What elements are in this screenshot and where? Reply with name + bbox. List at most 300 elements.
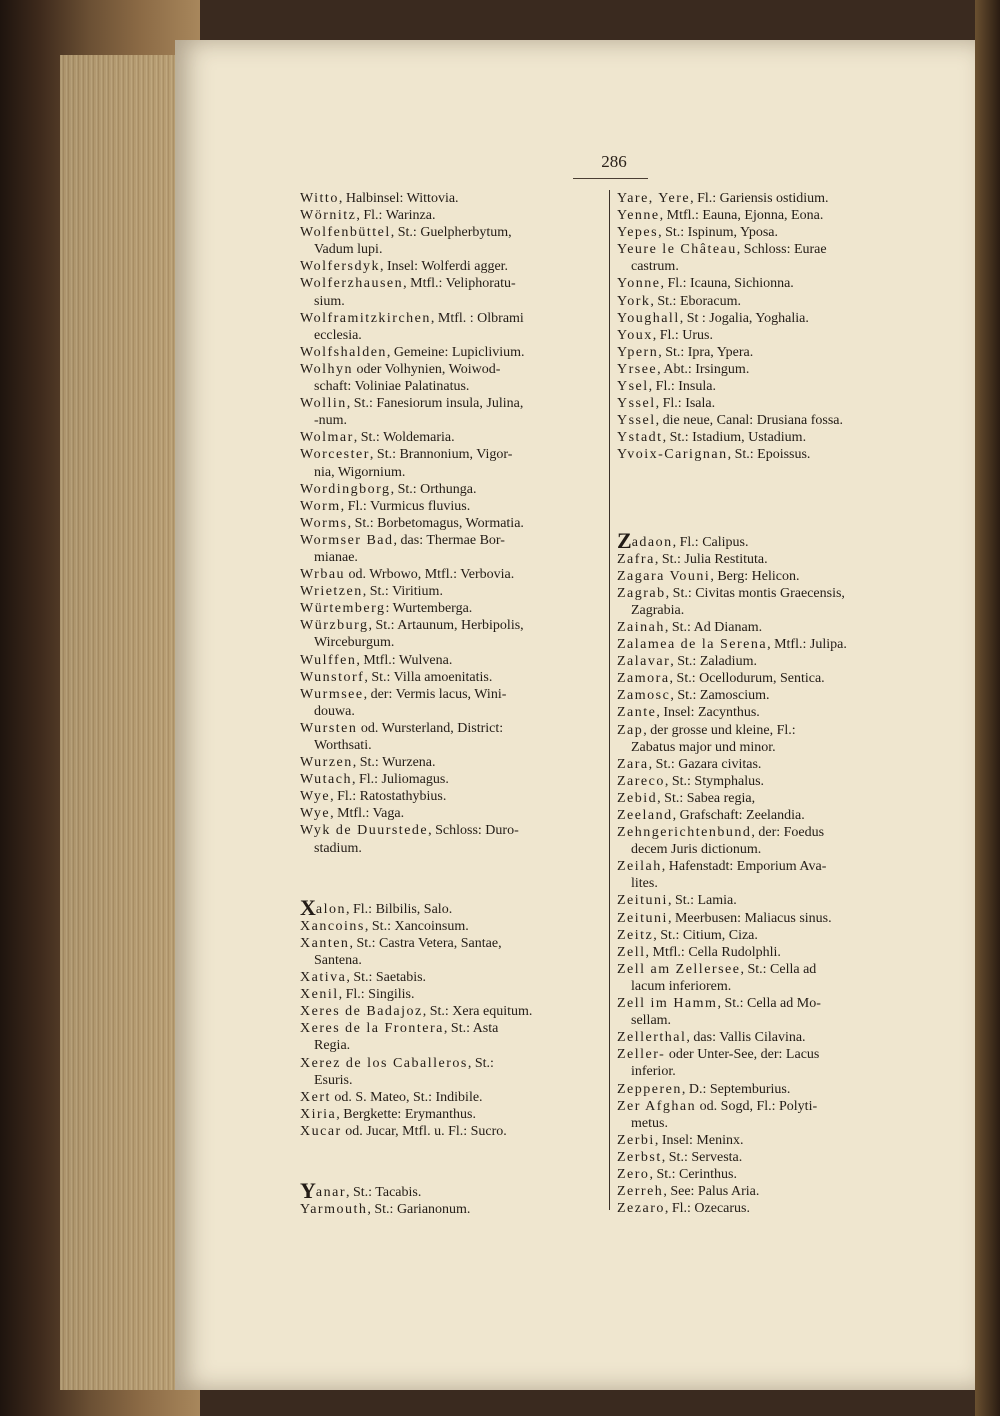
dictionary-entry: [617, 619, 921, 636]
entry-definition: , Insel: Meninx.: [654, 1132, 744, 1148]
entry-definition: , Fl.: Bilbilis, Salo.: [346, 901, 453, 917]
entry-headword: Xancoins: [300, 918, 365, 934]
dictionary-entry: [300, 275, 602, 309]
entry-continuation: lacum inferiorem.: [631, 978, 732, 994]
dictionary-entry: [300, 1055, 602, 1089]
dictionary-entry: [617, 858, 921, 892]
entry-headword: Wrietzen: [300, 584, 363, 600]
entry-definition: , das: Thermae Bor-: [393, 532, 505, 548]
entry-headword: Xiria: [300, 1106, 337, 1122]
entry-definition: , Hafenstadt: Emporium Ava-: [661, 859, 827, 875]
entry-headword: Zeitz: [617, 927, 654, 943]
entry-headword: Zeller-: [617, 1047, 666, 1063]
dictionary-entry: [300, 481, 602, 498]
dictionary-entry: [300, 207, 602, 224]
entry-headword: Wurzen: [300, 755, 353, 771]
entry-definition: , Schloss: Eurae: [736, 242, 827, 258]
entry-headword: Wyk de Duurstede: [300, 823, 429, 839]
entry-continuation: nia, Wigornium.: [314, 464, 406, 480]
entry-headword: Yarmouth: [300, 1202, 368, 1218]
entry-headword: Zafra: [617, 551, 655, 567]
entry-definition: , St.: Viritium.: [362, 584, 443, 600]
dictionary-entry: [300, 429, 602, 446]
entry-continuation: castrum.: [631, 259, 679, 275]
entry-headword: anar: [315, 1184, 346, 1200]
entry-headword: Ystadt: [617, 430, 663, 446]
entry-headword: Worms: [300, 515, 348, 531]
dictionary-entry: [300, 1089, 602, 1106]
entry-definition: , St.: Brannonium, Vigor-: [369, 447, 513, 463]
dictionary-entry: [617, 1029, 921, 1046]
dictionary-entry: [300, 310, 602, 344]
entry-continuation: sellam.: [631, 1013, 672, 1029]
entry-definition: , Mtfl.: Cella Rudolphli.: [645, 944, 781, 960]
right-column: [617, 190, 921, 1217]
entry-definition: , Mtfl. : Olbrami: [430, 310, 524, 326]
entry-definition: , St.: Cella ad: [740, 961, 817, 977]
entry-headword: Zerbi: [617, 1132, 655, 1148]
dictionary-entry: [617, 446, 921, 463]
entry-definition: , Fl.: Vurmicus fluvius.: [340, 498, 471, 514]
entry-continuation: decem Juris dictionum.: [631, 842, 762, 858]
entry-continuation: Esuris.: [314, 1072, 353, 1088]
dictionary-entry: [617, 824, 921, 858]
dictionary-entry: [300, 686, 602, 720]
entry-definition: , St.: Ispinum, Yposa.: [658, 225, 779, 241]
entry-definition: od. S. Mateo, St.: Indibile.: [330, 1089, 483, 1105]
entry-headword: Zell im Hamm: [617, 996, 718, 1012]
dictionary-entry: [300, 583, 602, 600]
entry-continuation: Worthsati.: [314, 738, 372, 753]
entry-headword: Xert: [300, 1089, 331, 1105]
entry-headword: Xenil: [300, 987, 339, 1003]
dictionary-entry: [617, 1132, 921, 1149]
entry-headword: Yrsee: [617, 361, 658, 377]
dictionary-entry: [300, 190, 602, 207]
dictionary-entry: [617, 1081, 921, 1098]
dictionary-entry: [300, 361, 602, 395]
dictionary-entry: [617, 910, 921, 927]
entry-definition: , St.: Guelpherbytum,: [390, 225, 512, 241]
entry-definition: , der grosse und kleine, Fl.:: [643, 722, 796, 738]
entry-definition: , St.: Woldemaria.: [353, 430, 455, 446]
entry-definition: oder Volhynien, Woiwod-: [352, 361, 501, 377]
entry-definition: , St.: Xancoinsum.: [364, 918, 469, 934]
entry-definition: , St.: Eboracum.: [650, 293, 741, 309]
dictionary-entry: [617, 585, 921, 619]
dictionary-entry: [617, 773, 921, 790]
entry-definition: , St.: Wurzena.: [352, 755, 436, 771]
dictionary-entry: [617, 653, 921, 670]
dictionary-entry: [300, 918, 602, 935]
entry-continuation: stadium.: [314, 840, 362, 856]
entry-headword: Zezaro: [617, 1201, 665, 1217]
dictionary-entry: [617, 275, 921, 292]
entry-headword: Zepperen: [617, 1081, 682, 1097]
entry-headword: Xanten: [300, 935, 350, 951]
entry-headword: Zante: [617, 705, 657, 721]
entry-headword: Wormser Bad: [300, 532, 394, 548]
entry-continuation: Santena.: [314, 952, 362, 968]
dictionary-entry: [617, 190, 921, 207]
entry-definition: , Insel: Zacynthus.: [656, 705, 760, 721]
entry-continuation: lites.: [631, 876, 658, 892]
entry-definition: , Berg: Helicon.: [710, 568, 800, 584]
entry-headword: Zagara Vouni: [617, 568, 711, 584]
entry-definition: , St.: Ocellodurum, Sentica.: [669, 671, 825, 687]
entry-definition: , St.: Tacabis.: [345, 1184, 422, 1200]
entry-headword: Zeilah: [617, 859, 662, 875]
entry-continuation: douwa.: [314, 703, 355, 719]
dictionary-entry: [617, 1200, 921, 1217]
entry-definition: , See: Palus Aria.: [663, 1184, 760, 1200]
entry-headword: Youghall: [617, 310, 680, 326]
entry-definition: , St.: Stymphalus.: [664, 773, 765, 789]
entry-definition: , St.: Servesta.: [661, 1149, 743, 1165]
page-number-rule: [573, 178, 648, 179]
entry-headword: Zainah: [617, 619, 665, 635]
entry-headword: Xerez de los Caballeros: [300, 1055, 468, 1071]
dictionary-entry: [617, 1098, 921, 1132]
entry-definition: od. Sogd, Fl.: Polyti-: [696, 1098, 818, 1114]
entry-continuation: metus.: [631, 1115, 668, 1131]
entry-definition: , Schloss: Duro-: [428, 823, 519, 839]
entry-definition: , St.: Julia Restituta.: [654, 551, 768, 567]
entry-headword: Yssel: [617, 413, 656, 429]
entry-headword: Xeres de la Frontera: [300, 1021, 444, 1037]
entry-definition: , Fl.: Urus.: [652, 327, 714, 343]
entry-definition: , St.: Ad Dianam.: [664, 619, 763, 635]
entry-headword: adaon: [631, 534, 673, 550]
entry-headword: Wolhyn: [300, 361, 353, 377]
entry-headword: Xativa: [300, 970, 347, 986]
entry-headword: Zeituni: [617, 893, 668, 909]
section-initial: Z: [617, 527, 632, 553]
entry-definition: , Fl.: Juliomagus.: [351, 772, 449, 788]
dictionary-entry: [617, 527, 921, 553]
entry-definition: , Mtfl.: Veliphoratu-: [403, 276, 516, 292]
dictionary-entry: [300, 498, 602, 515]
dictionary-entry: [617, 224, 921, 241]
entry-definition: , Fl.: Isala.: [655, 396, 716, 412]
dictionary-entry: [617, 636, 921, 653]
entry-definition: : Wurtemberga.: [385, 601, 473, 617]
entry-definition: , St : Jogalia, Yoghalia.: [679, 310, 809, 326]
entry-definition: , Fl.: Gariensis ostidium.: [690, 191, 829, 206]
dictionary-entry: [300, 258, 602, 275]
dictionary-entry: [300, 1177, 602, 1203]
entry-headword: Worm: [300, 498, 341, 514]
entry-headword: Wollin: [300, 396, 347, 412]
entry-definition: , das: Vallis Cilavina.: [686, 1030, 806, 1046]
entry-headword: Wutach: [300, 772, 352, 788]
dictionary-entry: [617, 892, 921, 909]
entry-headword: Zell: [617, 944, 646, 960]
entry-headword: Wolmar: [300, 430, 354, 446]
entry-definition: , St.: Cerinthus.: [649, 1166, 737, 1182]
entry-headword: Zer Afghan: [617, 1098, 697, 1114]
entry-definition: , Mtfl.: Julipa.: [767, 637, 847, 653]
dictionary-entry: [300, 788, 602, 805]
entry-headword: Wulffen: [300, 652, 357, 668]
entry-definition: , St.: Artaunum, Herbipolis,: [368, 618, 524, 634]
entry-headword: Xucar: [300, 1123, 342, 1139]
z-entries: [617, 527, 921, 1218]
entry-definition: , Abt.: Irsingum.: [657, 361, 750, 377]
dictionary-entry: [617, 807, 921, 824]
entry-headword: Witto: [300, 191, 339, 206]
entry-headword: Wurmsee: [300, 686, 364, 702]
dictionary-entry: [300, 446, 602, 480]
dictionary-entry: [300, 344, 602, 361]
facing-page-edge: [975, 0, 1000, 1416]
dictionary-entry: [300, 617, 602, 651]
entry-continuation: Regia.: [314, 1038, 351, 1054]
entry-headword: Zareco: [617, 773, 665, 789]
dictionary-entry: [300, 935, 602, 969]
entry-headword: Zalamea de la Serena: [617, 637, 768, 653]
entry-headword: Zara: [617, 756, 649, 772]
entry-headword: Zerbst: [617, 1149, 662, 1165]
dictionary-entry: [617, 207, 921, 224]
entry-definition: od. Jucar, Mtfl. u. Fl.: Sucro.: [341, 1123, 507, 1139]
entry-continuation: Vadum lupi.: [314, 242, 383, 258]
entry-definition: , St.: Zaladium.: [670, 654, 757, 670]
section-initial: X: [300, 894, 316, 920]
entry-continuation: mianae.: [314, 549, 358, 565]
entry-headword: Yssel: [617, 396, 656, 412]
entry-definition: , Mtfl.: Vaga.: [330, 806, 405, 822]
y-entries-left: [300, 1177, 602, 1218]
dictionary-entry: [617, 551, 921, 568]
entry-headword: Zagrab: [617, 585, 666, 601]
entry-definition: , Fl.: Singilis.: [338, 987, 415, 1003]
entry-headword: Zeituni: [617, 910, 668, 926]
entry-definition: , St.: Sabea regia,: [657, 790, 756, 806]
entry-definition: , Fl.: Insula.: [648, 379, 716, 395]
entry-definition: , Meerbusen: Maliacus sinus.: [667, 910, 832, 926]
entry-headword: Yvoix-Carignan: [617, 447, 728, 463]
dictionary-entry: [617, 293, 921, 310]
entry-headword: Youx: [617, 327, 653, 343]
entry-headword: Yare, Yere: [617, 191, 691, 206]
left-column: [300, 190, 602, 1218]
dictionary-entry: [300, 515, 602, 532]
dictionary-entry: [617, 722, 921, 756]
entry-headword: York: [617, 293, 651, 309]
entry-headword: Ypern: [617, 344, 659, 360]
dictionary-entry: [300, 395, 602, 429]
entry-headword: Zeeland: [617, 808, 673, 823]
page-number: 286: [601, 152, 627, 171]
dictionary-entry: [300, 805, 602, 822]
dictionary-entry: [617, 927, 921, 944]
entry-continuation: schaft: Voliniae Palatinatus.: [314, 379, 470, 395]
dictionary-entry: [617, 961, 921, 995]
entry-definition: , St.: Asta: [443, 1021, 499, 1037]
entry-headword: Yonne: [617, 276, 661, 292]
entry-headword: Zalavar: [617, 654, 671, 670]
entry-definition: , St.: Xera equitum.: [422, 1004, 533, 1020]
entry-headword: Zell am Zellersee: [617, 961, 741, 977]
entry-headword: Wolfersdyk: [300, 259, 380, 275]
entry-definition: , Gemeine: Lupiclivium.: [386, 344, 525, 360]
entry-definition: , St.: Borbetomagus, Wormatia.: [347, 515, 524, 531]
entry-definition: , St.: Lamia.: [667, 893, 737, 909]
entry-headword: Zap: [617, 722, 644, 738]
dictionary-entry: [617, 241, 921, 275]
dictionary-entry: [617, 944, 921, 961]
entry-definition: , St.: Gazara civitas.: [648, 756, 762, 772]
entry-headword: Zero: [617, 1166, 650, 1182]
entry-definition: , Halbinsel: Wittovia.: [338, 191, 459, 206]
entry-headword: Wolferzhausen: [300, 276, 404, 292]
entry-definition: , St.:: [467, 1055, 494, 1071]
section-gap: [617, 498, 921, 532]
entry-definition: , St.: Citium, Ciza.: [653, 927, 758, 943]
dictionary-entry: [617, 1046, 921, 1080]
dictionary-entry: [300, 969, 602, 986]
entry-continuation: Zagrabia.: [631, 602, 685, 618]
dictionary-entry: [617, 412, 921, 429]
dictionary-entry: [617, 995, 921, 1029]
dictionary-entry: [617, 568, 921, 585]
entry-headword: Wolfshalden: [300, 344, 387, 360]
entry-definition: , St.: Villa amoenitatis.: [364, 669, 493, 685]
entry-definition: , St.: Orthunga.: [390, 481, 477, 497]
entry-headword: Zellerthal: [617, 1030, 687, 1046]
entry-definition: , Bergkette: Erymanthus.: [336, 1106, 476, 1122]
entry-headword: Würtemberg: [300, 601, 386, 617]
dictionary-entry: [300, 771, 602, 788]
entry-headword: Wörnitz: [300, 208, 357, 224]
dictionary-entry: [617, 1166, 921, 1183]
dictionary-entry: [300, 669, 602, 686]
section-initial: Y: [300, 1177, 316, 1203]
y-entries-right: [617, 190, 921, 464]
entry-definition: , der: Vermis lacus, Wini-: [363, 686, 507, 702]
x-entries: [300, 894, 602, 1140]
entry-continuation: Zabatus major und minor.: [631, 739, 776, 755]
entry-definition: , St.: Civitas montis Graecensis,: [665, 585, 845, 601]
entry-definition: , St.: Cella ad Mo-: [717, 996, 821, 1012]
dictionary-entry: [617, 670, 921, 687]
section-gap: [617, 464, 921, 498]
dictionary-entry: [300, 1003, 602, 1020]
dictionary-entry: [300, 532, 602, 566]
entry-definition: , Fl.: Calipus.: [672, 534, 749, 550]
entry-definition: , die neue, Canal: Drusiana fossa.: [655, 413, 844, 429]
dictionary-entry: [300, 1020, 602, 1054]
entry-definition: , St.: Ipra, Ypera.: [658, 344, 754, 360]
dictionary-entry: [300, 652, 602, 669]
section-gap: [300, 857, 602, 899]
entry-headword: Yeure le Château: [617, 242, 737, 258]
entry-headword: Wordingborg: [300, 481, 391, 497]
dictionary-entry: [300, 566, 602, 583]
entry-continuation: -num.: [314, 413, 348, 429]
entry-headword: Yenne: [617, 208, 660, 224]
entry-headword: Wolframitzkirchen: [300, 310, 431, 326]
entry-continuation: sium.: [314, 293, 345, 309]
entry-headword: Ysel: [617, 379, 649, 395]
entry-definition: , Fl.: Warinza.: [356, 208, 436, 224]
entry-headword: Zebid: [617, 790, 658, 806]
dictionary-entry: [300, 1106, 602, 1123]
entry-definition: , St.: Epoissus.: [727, 447, 811, 463]
entry-definition: , St.: Fanesiorum insula, Julina,: [346, 396, 524, 412]
dictionary-entry: [300, 600, 602, 617]
entry-definition: , St.: Saetabis.: [346, 970, 427, 986]
dictionary-entry: [300, 754, 602, 771]
dictionary-entry: [617, 790, 921, 807]
dictionary-entry: [617, 687, 921, 704]
entry-headword: Yepes: [617, 225, 659, 241]
entry-definition: od. Wursterland, District:: [357, 720, 504, 736]
dictionary-entry: [300, 822, 602, 856]
entry-headword: Wursten: [300, 720, 358, 736]
dictionary-entry: [617, 361, 921, 378]
entry-continuation: inferior.: [631, 1064, 676, 1080]
entry-definition: , Mtfl.: Eauna, Ejonna, Eona.: [659, 208, 824, 224]
entry-headword: Zamora: [617, 671, 670, 687]
entry-definition: , Grafschaft: Zeelandia.: [672, 808, 805, 823]
entry-definition: , Mtfl.: Wulvena.: [356, 652, 453, 668]
entry-definition: , der: Foedus: [751, 825, 825, 841]
section-gap: [300, 1140, 602, 1182]
dictionary-entry: [617, 429, 921, 446]
entry-continuation: ecclesia.: [314, 327, 362, 343]
entry-headword: Wrbau: [300, 567, 346, 583]
entry-headword: Würzburg: [300, 618, 369, 634]
entry-headword: alon: [315, 901, 346, 917]
entry-definition: , St.: Castra Vetera, Santae,: [349, 935, 502, 951]
entry-headword: Worcester: [300, 447, 370, 463]
entry-definition: , St.: Istadium, Ustadium.: [662, 430, 807, 446]
dictionary-entry: [300, 894, 602, 920]
entry-headword: Zerreh: [617, 1184, 664, 1200]
column-divider: [609, 190, 610, 1210]
w-entries: [300, 190, 602, 857]
entry-definition: , Insel: Wolferdi agger.: [379, 259, 509, 275]
entry-definition: , St.: Garianonum.: [367, 1202, 471, 1218]
entry-definition: , Fl.: Ozecarus.: [664, 1201, 751, 1217]
entry-headword: Xeres de Badajoz: [300, 1004, 423, 1020]
dictionary-entry: [300, 1123, 602, 1140]
dictionary-entry: [617, 327, 921, 344]
dictionary-entry: [617, 378, 921, 395]
dictionary-entry: [617, 310, 921, 327]
dictionary-entry: [617, 756, 921, 773]
entry-definition: , D.: Septemburius.: [681, 1081, 791, 1097]
dictionary-entry: [617, 1149, 921, 1166]
entry-headword: Wunstorf: [300, 669, 365, 685]
dictionary-entry: [300, 1201, 602, 1218]
entry-definition: od. Wrbowo, Mtfl.: Verbovia.: [345, 567, 515, 583]
entry-definition: oder Unter-See, der: Lacus: [665, 1047, 820, 1063]
entry-headword: Wye: [300, 789, 331, 805]
entry-definition: , St.: Zamoscium.: [670, 688, 770, 704]
dictionary-entry: [617, 1183, 921, 1200]
entry-definition: , Fl.: Ratostathybius.: [330, 789, 447, 805]
dictionary-entry: [617, 395, 921, 412]
dictionary-entry: [300, 720, 602, 754]
dictionary-entry: [617, 704, 921, 721]
entry-headword: Zamosc: [617, 688, 671, 704]
entry-continuation: Wirceburgum.: [314, 635, 395, 651]
entry-definition: , Fl.: Icauna, Sichionna.: [660, 276, 794, 292]
dictionary-entry: [617, 344, 921, 361]
